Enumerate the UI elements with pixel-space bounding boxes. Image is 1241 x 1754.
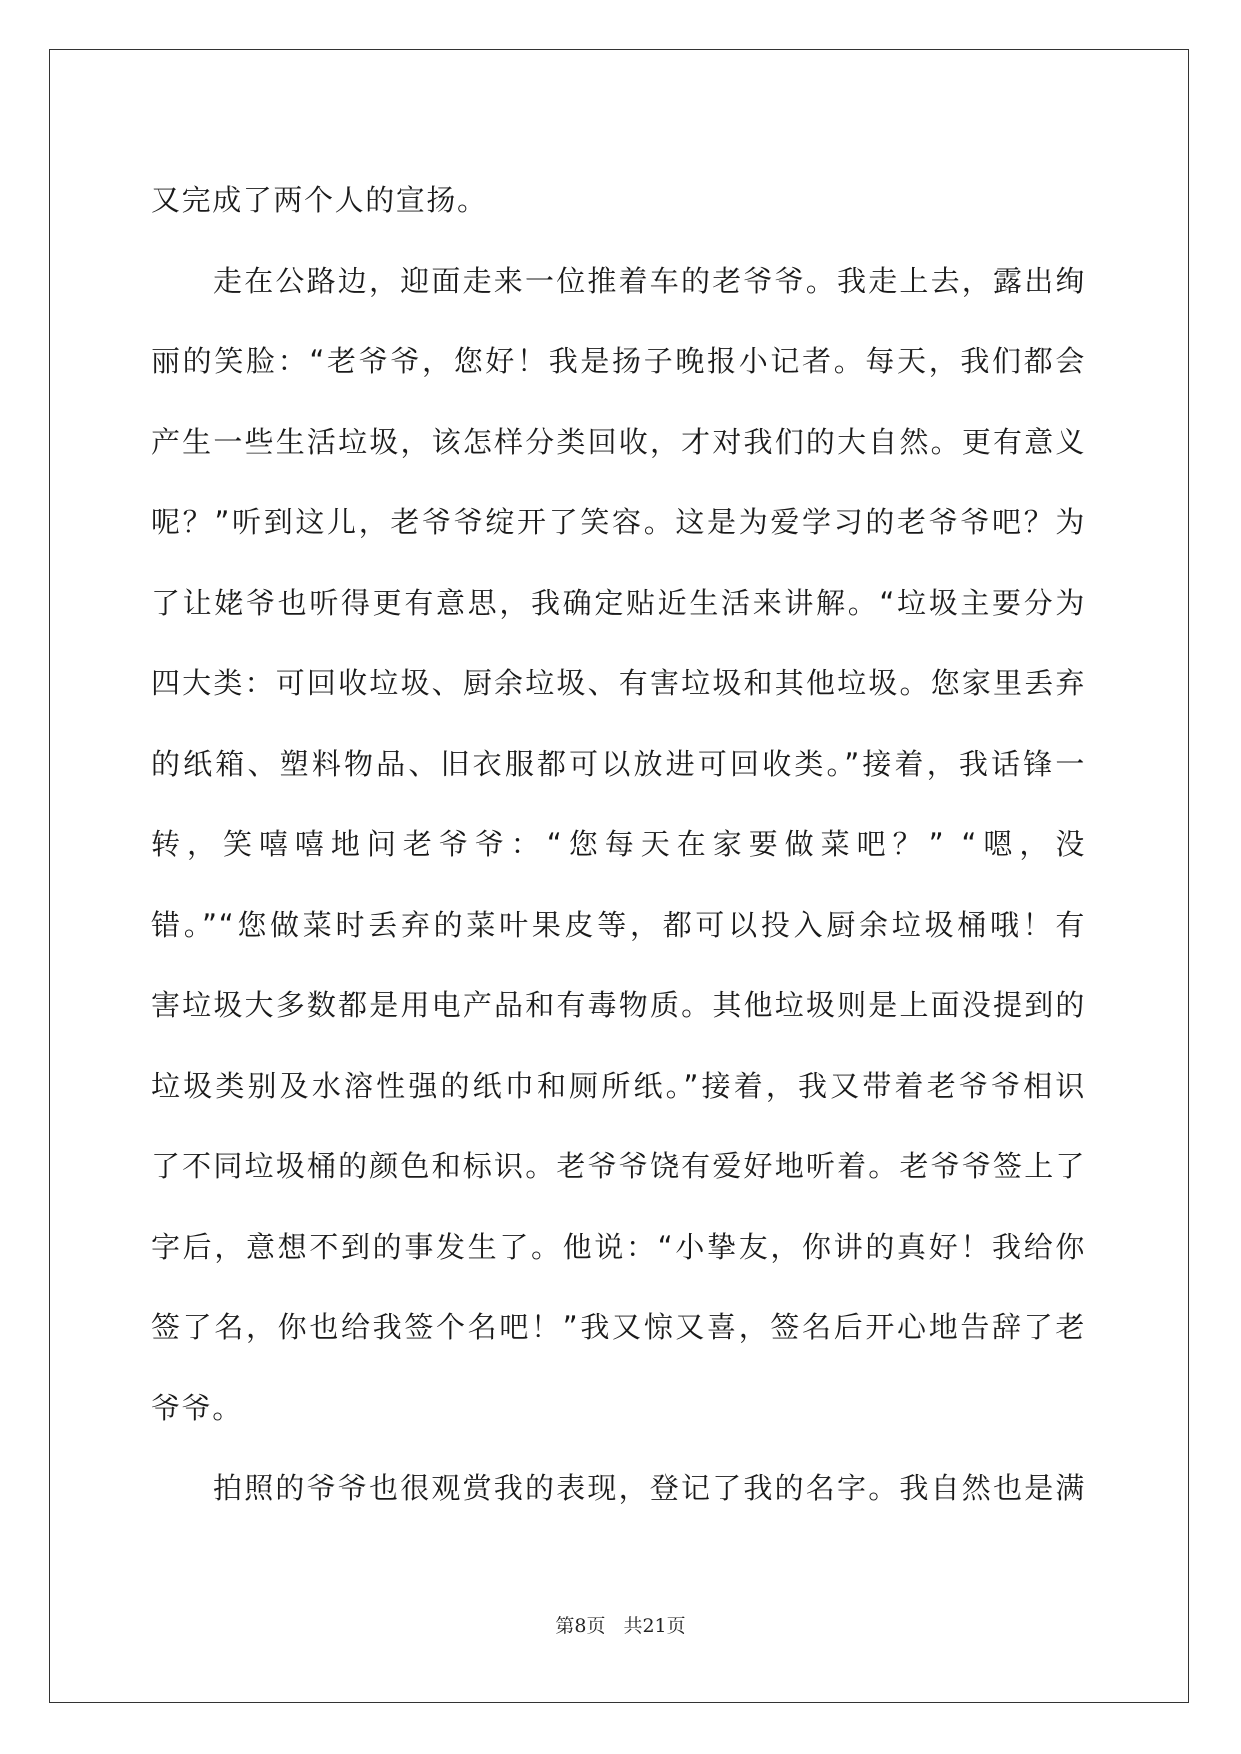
text-line: 拍照的爷爷也很观赏我的表现，登记了我的名字。我自然也是满 <box>213 1471 1086 1505</box>
text-line: 走在公路边，迎面走来一位推着车的老爷爷。我走上去，露出绚 <box>213 263 1086 298</box>
text-line: 爷爷。 <box>151 1390 243 1425</box>
text-line: 的纸箱、塑料物品、旧衣服都可以放进可回收类。”接着，我话锋一 <box>151 746 1086 781</box>
text-line: 呢？”听到这儿，老爷爷绽开了笑容。这是为爱学习的老爷爷吧？为 <box>151 505 1086 539</box>
text-line: 又完成了两个人的宣扬。 <box>151 183 488 217</box>
text-line: 字后，意想不到的事发生了。他说：“小挚友，你讲的真好！我给你 <box>151 1229 1086 1264</box>
text-line: 签了名，你也给我签个名吧！”我又惊又喜，签名后开心地告辞了老 <box>151 1310 1086 1344</box>
text-line: 了让姥爷也听得更有意思，我确定贴近生活来讲解。“垃圾主要分为 <box>151 585 1086 620</box>
text-line: 四大类：可回收垃圾、厨余垃圾、有害垃圾和其他垃圾。您家里丢弃 <box>151 666 1086 700</box>
page-footer <box>0 1611 1241 1638</box>
text-line: 转，笑嘻嘻地问老爷爷：“您每天在家要做菜吧？” “嗯，没 <box>151 827 1086 861</box>
text-line: 害垃圾大多数都是用电产品和有毒物质。其他垃圾则是上面没提到的 <box>151 988 1086 1022</box>
page-number: 第8页 <box>555 1615 606 1637</box>
text-line: 错。”“您做菜时丢弃的菜叶果皮等，都可以投入厨余垃圾桶哦！有 <box>151 907 1086 942</box>
page-total: 共21页 <box>623 1615 686 1637</box>
document-body <box>151 160 1086 1529</box>
text-line: 垃圾类别及水溶性强的纸巾和厕所纸。”接着，我又带着老爷爷相识 <box>151 1068 1086 1103</box>
text-line: 丽的笑脸：“老爷爷，您好！我是扬子晚报小记者。每天，我们都会 <box>151 344 1086 378</box>
text-line: 产生一些生活垃圾，该怎样分类回收，才对我们的大自然。更有意义 <box>151 424 1086 459</box>
text-line: 了不同垃圾桶的颜色和标识。老爷爷饶有爱好地听着。老爷爷签上了 <box>151 1149 1086 1183</box>
